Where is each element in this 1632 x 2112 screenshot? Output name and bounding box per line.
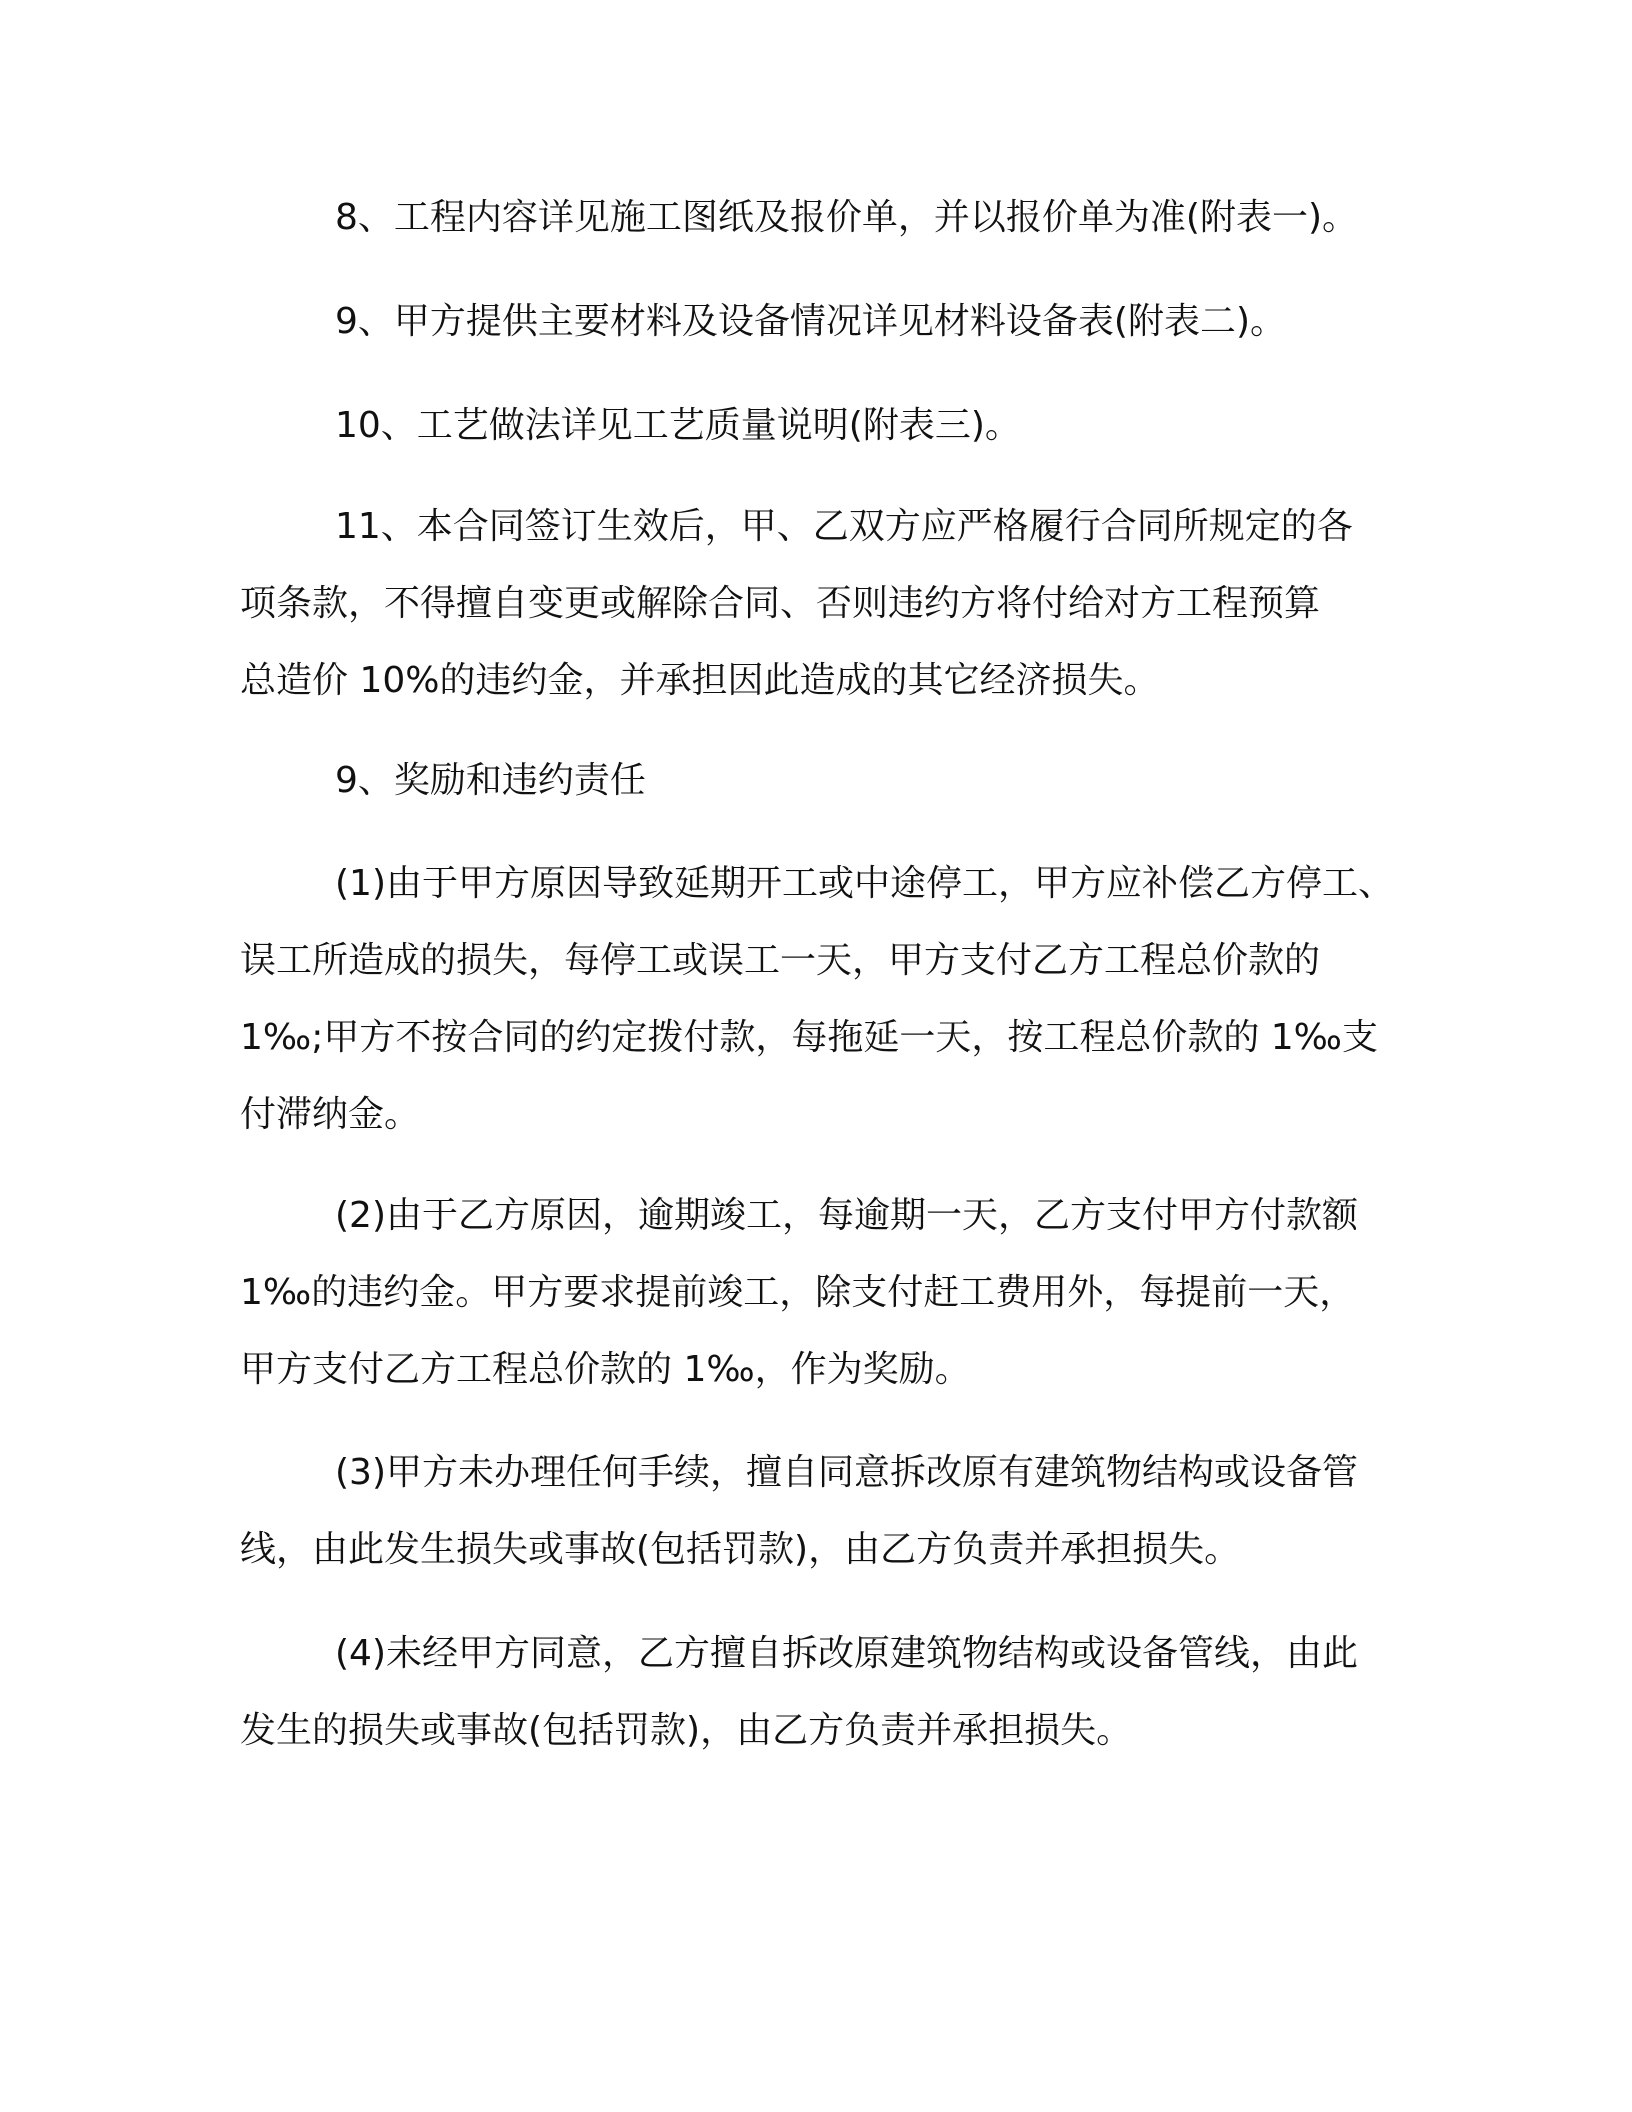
text-line: (4)未经甲方同意，乙方擅自拆改原建筑物结构或设备管线，由此 xyxy=(335,1633,1358,1674)
text-line: 10、工艺做法详见工艺质量说明(附表三)。 xyxy=(335,405,1021,446)
item-2-paragraph xyxy=(240,1177,1420,1408)
clause-8-paragraph xyxy=(240,179,1420,256)
item-4-paragraph xyxy=(240,1615,1420,1769)
text-line: 付滞纳金。 xyxy=(240,1094,421,1135)
text-line: 项条款，不得擅自变更或解除合同、否则违约方将付给对方工程预算 xyxy=(240,583,1321,624)
text-line: 甲方支付乙方工程总价款的 1‰，作为奖励。 xyxy=(240,1349,971,1390)
section-9-heading xyxy=(240,742,1420,819)
clause-11-paragraph xyxy=(240,488,1420,719)
clause-10-paragraph xyxy=(240,387,1420,464)
text-line: 8、工程内容详见施工图纸及报价单，并以报价单为准(附表一)。 xyxy=(335,197,1358,238)
text-line: 11、本合同签订生效后，甲、乙双方应严格履行合同所规定的各 xyxy=(335,506,1353,547)
text-line: (2)由于乙方原因，逾期竣工，每逾期一天，乙方支付甲方付款额 xyxy=(335,1195,1358,1236)
text-line: 9、甲方提供主要材料及设备情况详见材料设备表(附表二)。 xyxy=(335,301,1286,342)
text-line: (1)由于甲方原因导致延期开工或中途停工，甲方应补偿乙方停工、 xyxy=(335,863,1394,904)
text-line: 1‰;甲方不按合同的约定拨付款，每拖延一天，按工程总价款的 1‰支 xyxy=(240,1017,1378,1058)
item-3-paragraph xyxy=(240,1434,1420,1588)
text-line: 1‰的违约金。甲方要求提前竣工，除支付赶工费用外，每提前一天， xyxy=(240,1272,1356,1313)
text-line: (3)甲方未办理任何手续，擅自同意拆改原有建筑物结构或设备管 xyxy=(335,1452,1358,1493)
item-1-paragraph xyxy=(240,845,1420,1153)
clause-9-paragraph xyxy=(240,283,1420,360)
text-line: 误工所造成的损失，每停工或误工一天，甲方支付乙方工程总价款的 xyxy=(240,940,1321,981)
text-line: 发生的损失或事故(包括罚款)，由乙方负责并承担损失。 xyxy=(240,1710,1133,1751)
text-line: 总造价 10%的违约金，并承担因此造成的其它经济损失。 xyxy=(240,660,1160,701)
text-line: 9、奖励和违约责任 xyxy=(335,760,646,801)
text-line: 线，由此发生损失或事故(包括罚款)，由乙方负责并承担损失。 xyxy=(240,1529,1241,1570)
